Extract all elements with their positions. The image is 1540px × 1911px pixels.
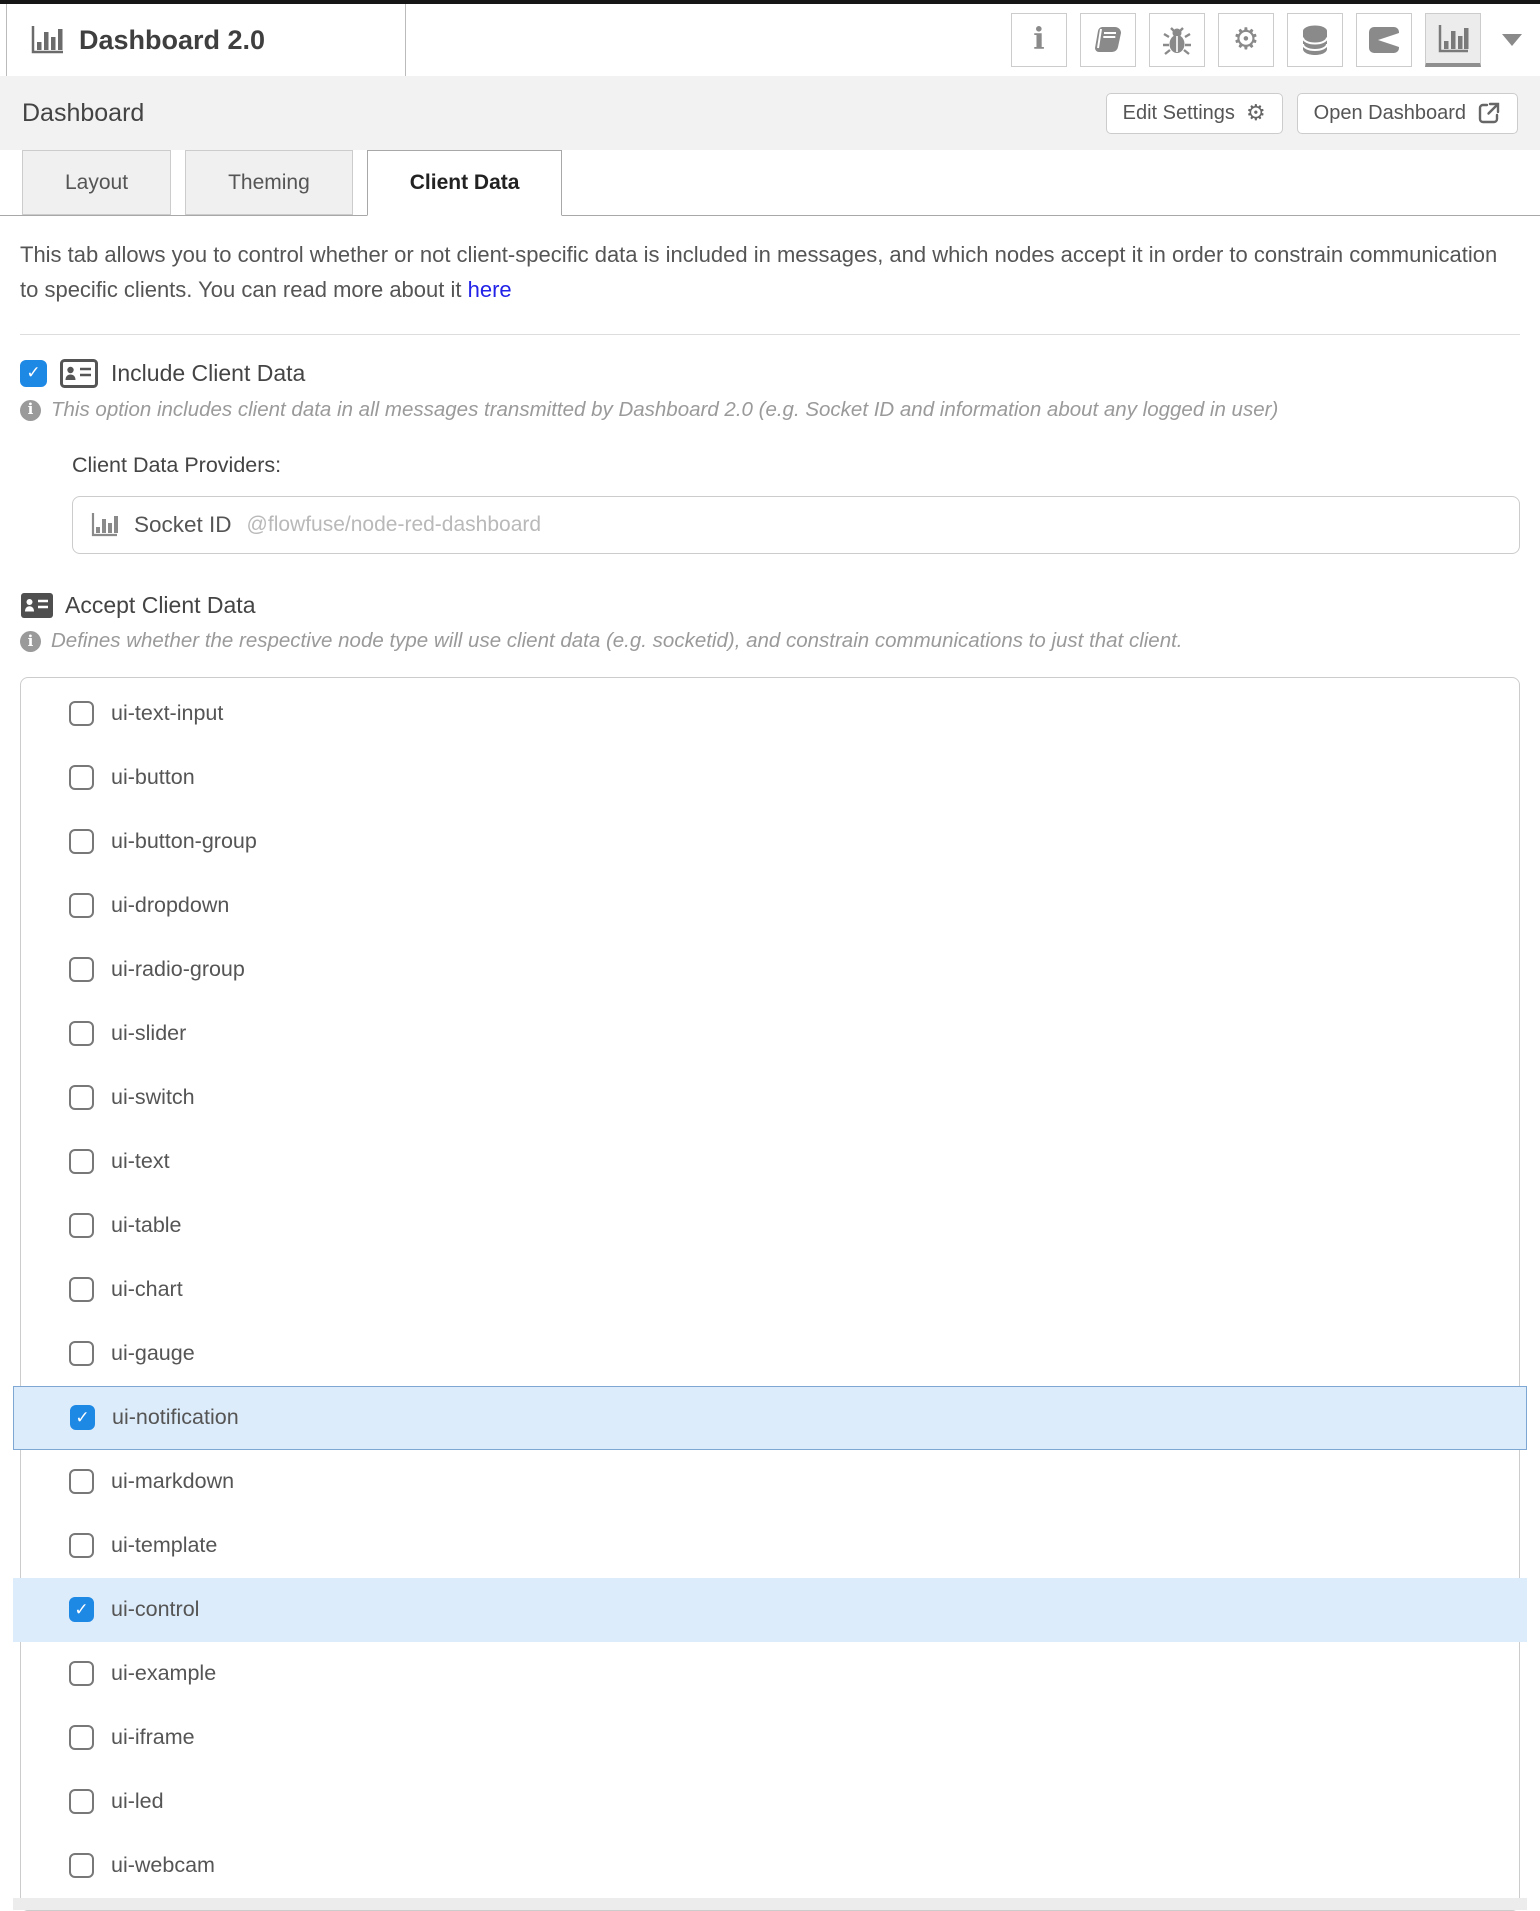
edit-settings-button[interactable] [1106, 93, 1283, 134]
node-type-checkbox[interactable] [69, 957, 94, 982]
sidebar-tab-config[interactable] [1218, 13, 1274, 67]
external-link-icon [1477, 101, 1501, 125]
open-dashboard-label: Open Dashboard [1313, 101, 1466, 124]
node-type-row[interactable] [21, 810, 1519, 874]
node-type-label: ui-template [111, 1533, 218, 1558]
sidebar-tab-context[interactable] [1287, 13, 1343, 67]
context-database-icon [1300, 24, 1330, 56]
node-type-label: ui-example [111, 1661, 217, 1686]
accept-client-data-header [20, 592, 1520, 619]
node-type-label: ui-markdown [111, 1469, 235, 1494]
id-card-icon [60, 359, 98, 388]
page-title: Dashboard [22, 98, 145, 127]
node-type-row[interactable] [21, 1066, 1519, 1130]
node-type-checkbox[interactable]: ✓ [70, 1405, 95, 1430]
node-type-row[interactable] [21, 1002, 1519, 1066]
node-type-checkbox[interactable] [69, 1341, 94, 1366]
include-client-data-checkbox[interactable]: ✓ [20, 360, 47, 387]
node-type-row[interactable] [21, 1450, 1519, 1514]
info-circle-icon: i [20, 400, 41, 421]
client-data-providers [72, 453, 1520, 554]
node-type-label: ui-led [111, 1789, 164, 1814]
edit-settings-label: Edit Settings [1122, 101, 1235, 124]
sidebar-tab-debug[interactable] [1149, 13, 1205, 67]
node-type-label: ui-chart [111, 1277, 183, 1302]
node-type-checkbox[interactable] [69, 1149, 94, 1174]
node-type-label: ui-slider [111, 1021, 187, 1046]
include-client-data-hint [20, 397, 1520, 424]
panel-tab-dashboard[interactable] [6, 4, 406, 76]
node-type-label: ui-radio-group [111, 957, 245, 982]
node-type-checkbox[interactable] [69, 701, 94, 726]
node-type-checkbox[interactable] [69, 1469, 94, 1494]
node-type-checkbox[interactable] [69, 1661, 94, 1686]
node-type-label: ui-gauge [111, 1341, 195, 1366]
node-type-checkbox[interactable] [69, 1021, 94, 1046]
bar-chart-icon [89, 511, 119, 539]
node-type-checkbox[interactable] [69, 893, 94, 918]
flowfuse-icon [1368, 24, 1400, 56]
node-type-label: ui-iframe [111, 1725, 195, 1750]
include-client-data-hint-text: This option includes client data in all messages transmitted by Dashboard 2.0 (e.g. Socket ID and information about any logged in user) [51, 397, 1279, 421]
node-type-label: ui-button-group [111, 829, 257, 854]
node-type-row[interactable] [21, 1770, 1519, 1834]
sidebar-tab-help[interactable] [1080, 13, 1136, 67]
config-gear-icon: ⚙ [1232, 23, 1260, 56]
node-type-row[interactable] [21, 682, 1519, 746]
node-type-checkbox[interactable]: ✓ [69, 1597, 94, 1622]
node-type-label: ui-webcam [111, 1853, 215, 1878]
node-type-row[interactable] [21, 938, 1519, 1002]
tab-layout[interactable]: Layout [22, 150, 171, 215]
node-type-row[interactable] [21, 1834, 1519, 1898]
settings-tabs [0, 150, 1540, 216]
open-dashboard-button[interactable] [1297, 93, 1518, 134]
node-type-checkbox[interactable] [69, 765, 94, 790]
dropdown-caret-icon[interactable] [1502, 34, 1522, 46]
node-type-label: ui-dropdown [111, 893, 230, 918]
panel-tab-title: Dashboard 2.0 [79, 24, 266, 55]
node-type-checkbox[interactable] [69, 1277, 94, 1302]
node-type-label: ui-text [111, 1149, 170, 1174]
include-client-data-row [20, 359, 1520, 388]
divider [20, 334, 1520, 335]
node-type-row[interactable] [21, 1514, 1519, 1578]
debug-bug-icon [1161, 24, 1193, 56]
dashboard-headerbar [0, 76, 1540, 150]
next-row-cutoff [13, 1898, 1527, 1910]
tab-theming[interactable]: Theming [185, 150, 353, 215]
help-book-icon [1092, 25, 1124, 55]
node-type-checkbox[interactable] [69, 1789, 94, 1814]
accept-client-data-label: Accept Client Data [65, 592, 256, 619]
node-type-checkbox[interactable] [69, 1213, 94, 1238]
node-type-checkbox[interactable] [69, 829, 94, 854]
sidebar-tab-flowfuse[interactable] [1356, 13, 1412, 67]
node-type-row[interactable] [21, 1642, 1519, 1706]
node-type-checkbox[interactable] [69, 1853, 94, 1878]
tab-description [20, 238, 1520, 308]
info-circle-icon: i [20, 631, 41, 652]
node-type-label: ui-notification [112, 1405, 239, 1430]
header-actions [1106, 93, 1518, 134]
id-card-filled-icon [20, 592, 54, 619]
node-type-row[interactable] [21, 1130, 1519, 1194]
node-type-label: ui-control [111, 1597, 200, 1622]
tab-description-text: This tab allows you to control whether or not client-specific data is included in messages, and which nodes accept it in order to constrain communication to specific clients. You can read more about it [20, 242, 1498, 302]
node-type-label: ui-text-input [111, 701, 224, 726]
node-type-row[interactable] [13, 1578, 1527, 1642]
node-type-checkbox[interactable] [69, 1085, 94, 1110]
node-type-row[interactable] [21, 874, 1519, 938]
node-type-row[interactable] [21, 1258, 1519, 1322]
node-type-row[interactable] [21, 1706, 1519, 1770]
tab-client-data[interactable]: Client Data [367, 150, 563, 216]
node-type-row[interactable] [21, 746, 1519, 810]
sidebar-tab-info[interactable] [1011, 13, 1067, 67]
provider-package: @flowfuse/node-red-dashboard [246, 513, 542, 537]
node-type-row[interactable] [21, 1322, 1519, 1386]
node-type-checkbox[interactable] [69, 1725, 94, 1750]
accept-client-data-hint-text: Defines whether the respective node type will use client data (e.g. socketid), and constrain communications to just that client. [51, 629, 1183, 653]
sidebar-titlebar [0, 4, 1540, 76]
node-type-label: ui-button [111, 765, 195, 790]
node-type-row[interactable] [21, 1194, 1519, 1258]
include-client-data-label: Include Client Data [111, 359, 306, 386]
accept-client-data-hint [20, 628, 1520, 655]
dashboard-chart-icon [1436, 23, 1470, 55]
sidebar-toolbar [1011, 4, 1540, 76]
providers-label: Client Data Providers: [72, 453, 282, 478]
node-type-label: ui-table [111, 1213, 182, 1238]
read-more-link[interactable]: here [467, 276, 512, 302]
info-icon: i [1033, 22, 1045, 57]
provider-socket-id[interactable] [72, 496, 1520, 554]
node-type-row[interactable] [13, 1386, 1527, 1450]
client-data-tab-content [0, 238, 1540, 1911]
node-type-checkbox[interactable] [69, 1533, 94, 1558]
sidebar-tab-dashboard[interactable] [1425, 13, 1481, 67]
gear-icon: ⚙ [1245, 100, 1266, 125]
provider-name: Socket ID [134, 512, 232, 538]
node-type-label: ui-switch [111, 1085, 195, 1110]
accept-client-data-list [20, 677, 1520, 1911]
bar-chart-icon [29, 24, 65, 56]
